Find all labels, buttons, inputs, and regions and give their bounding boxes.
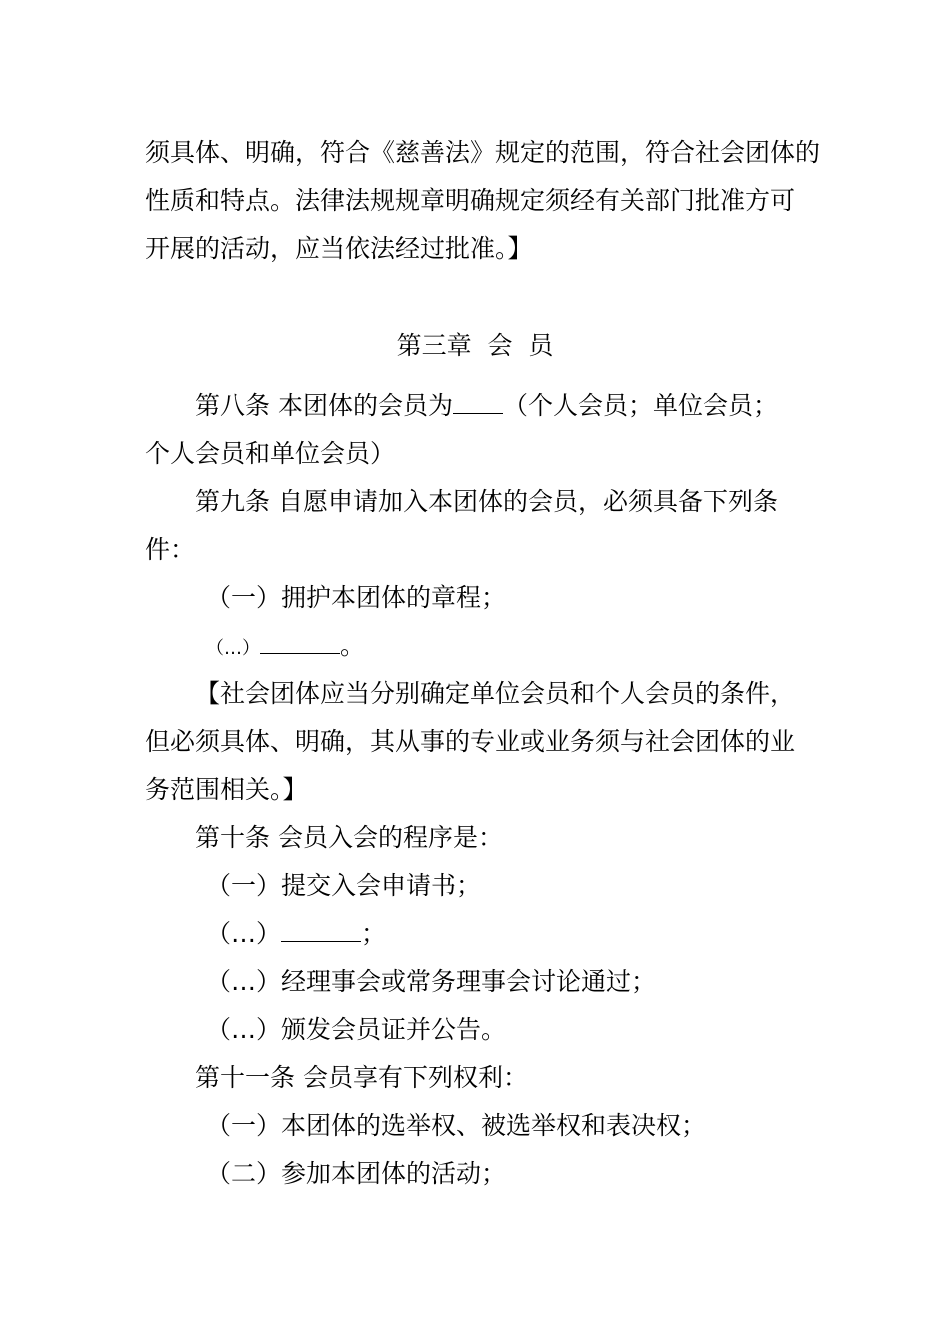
- note-line: 但必须具体、明确，其从事的专业或业务须与社会团体的业: [145, 727, 796, 756]
- article-10-item-1: （一）提交入会申请书；: [206, 871, 482, 900]
- paragraph-line: 须具体、明确，符合《慈善法》规定的范围，符合社会团体的: [145, 138, 821, 167]
- article-10-item-4: （…）颁发会员证并公告。: [206, 1015, 507, 1044]
- article-8-text-before-blank: 第八条 本团体的会员为: [195, 391, 453, 420]
- article-11-item-1: （一）本团体的选举权、被选举权和表决权；: [206, 1111, 707, 1140]
- article-11-line-1: 第十一条 会员享有下列权利：: [195, 1063, 528, 1092]
- article-10-item-3: （…）经理事会或常务理事会讨论通过；: [206, 967, 657, 996]
- fill-in-blank: [260, 631, 340, 654]
- item-suffix: 。: [340, 631, 366, 660]
- paragraph-line: 开展的活动，应当依法经过批准。】: [145, 234, 533, 263]
- fill-in-blank: [281, 919, 361, 942]
- fill-in-blank: [453, 391, 503, 414]
- note-line: 【社会团体应当分别确定单位会员和个人会员的条件，: [195, 679, 796, 708]
- article-11-item-2: （二）参加本团体的活动；: [206, 1159, 507, 1188]
- article-10-line-1: 第十条 会员入会的程序是：: [195, 823, 503, 852]
- article-8-text-after-blank: （个人会员；单位会员；: [502, 391, 778, 420]
- article-9-item-1: （一）拥护本团体的章程；: [206, 583, 507, 612]
- chapter-title: 第三章 会 员: [396, 331, 554, 360]
- item-suffix: ；: [361, 919, 387, 948]
- paragraph-line: 性质和特点。法律法规规章明确规定须经有关部门批准方可: [145, 186, 796, 215]
- article-8-line-2: 个人会员和单位会员）: [145, 439, 396, 468]
- item-prefix: （…）: [206, 638, 260, 659]
- article-9-line-2: 件：: [145, 535, 196, 564]
- article-9-line-1: 第九条 自愿申请加入本团体的会员，必须具备下列条: [195, 487, 778, 516]
- note-line: 务范围相关。】: [145, 775, 308, 804]
- article-9-item-2: [206, 631, 365, 664]
- item-prefix: （…）: [206, 919, 282, 948]
- article-8-line-1: [195, 391, 778, 421]
- article-10-item-2: [206, 919, 386, 949]
